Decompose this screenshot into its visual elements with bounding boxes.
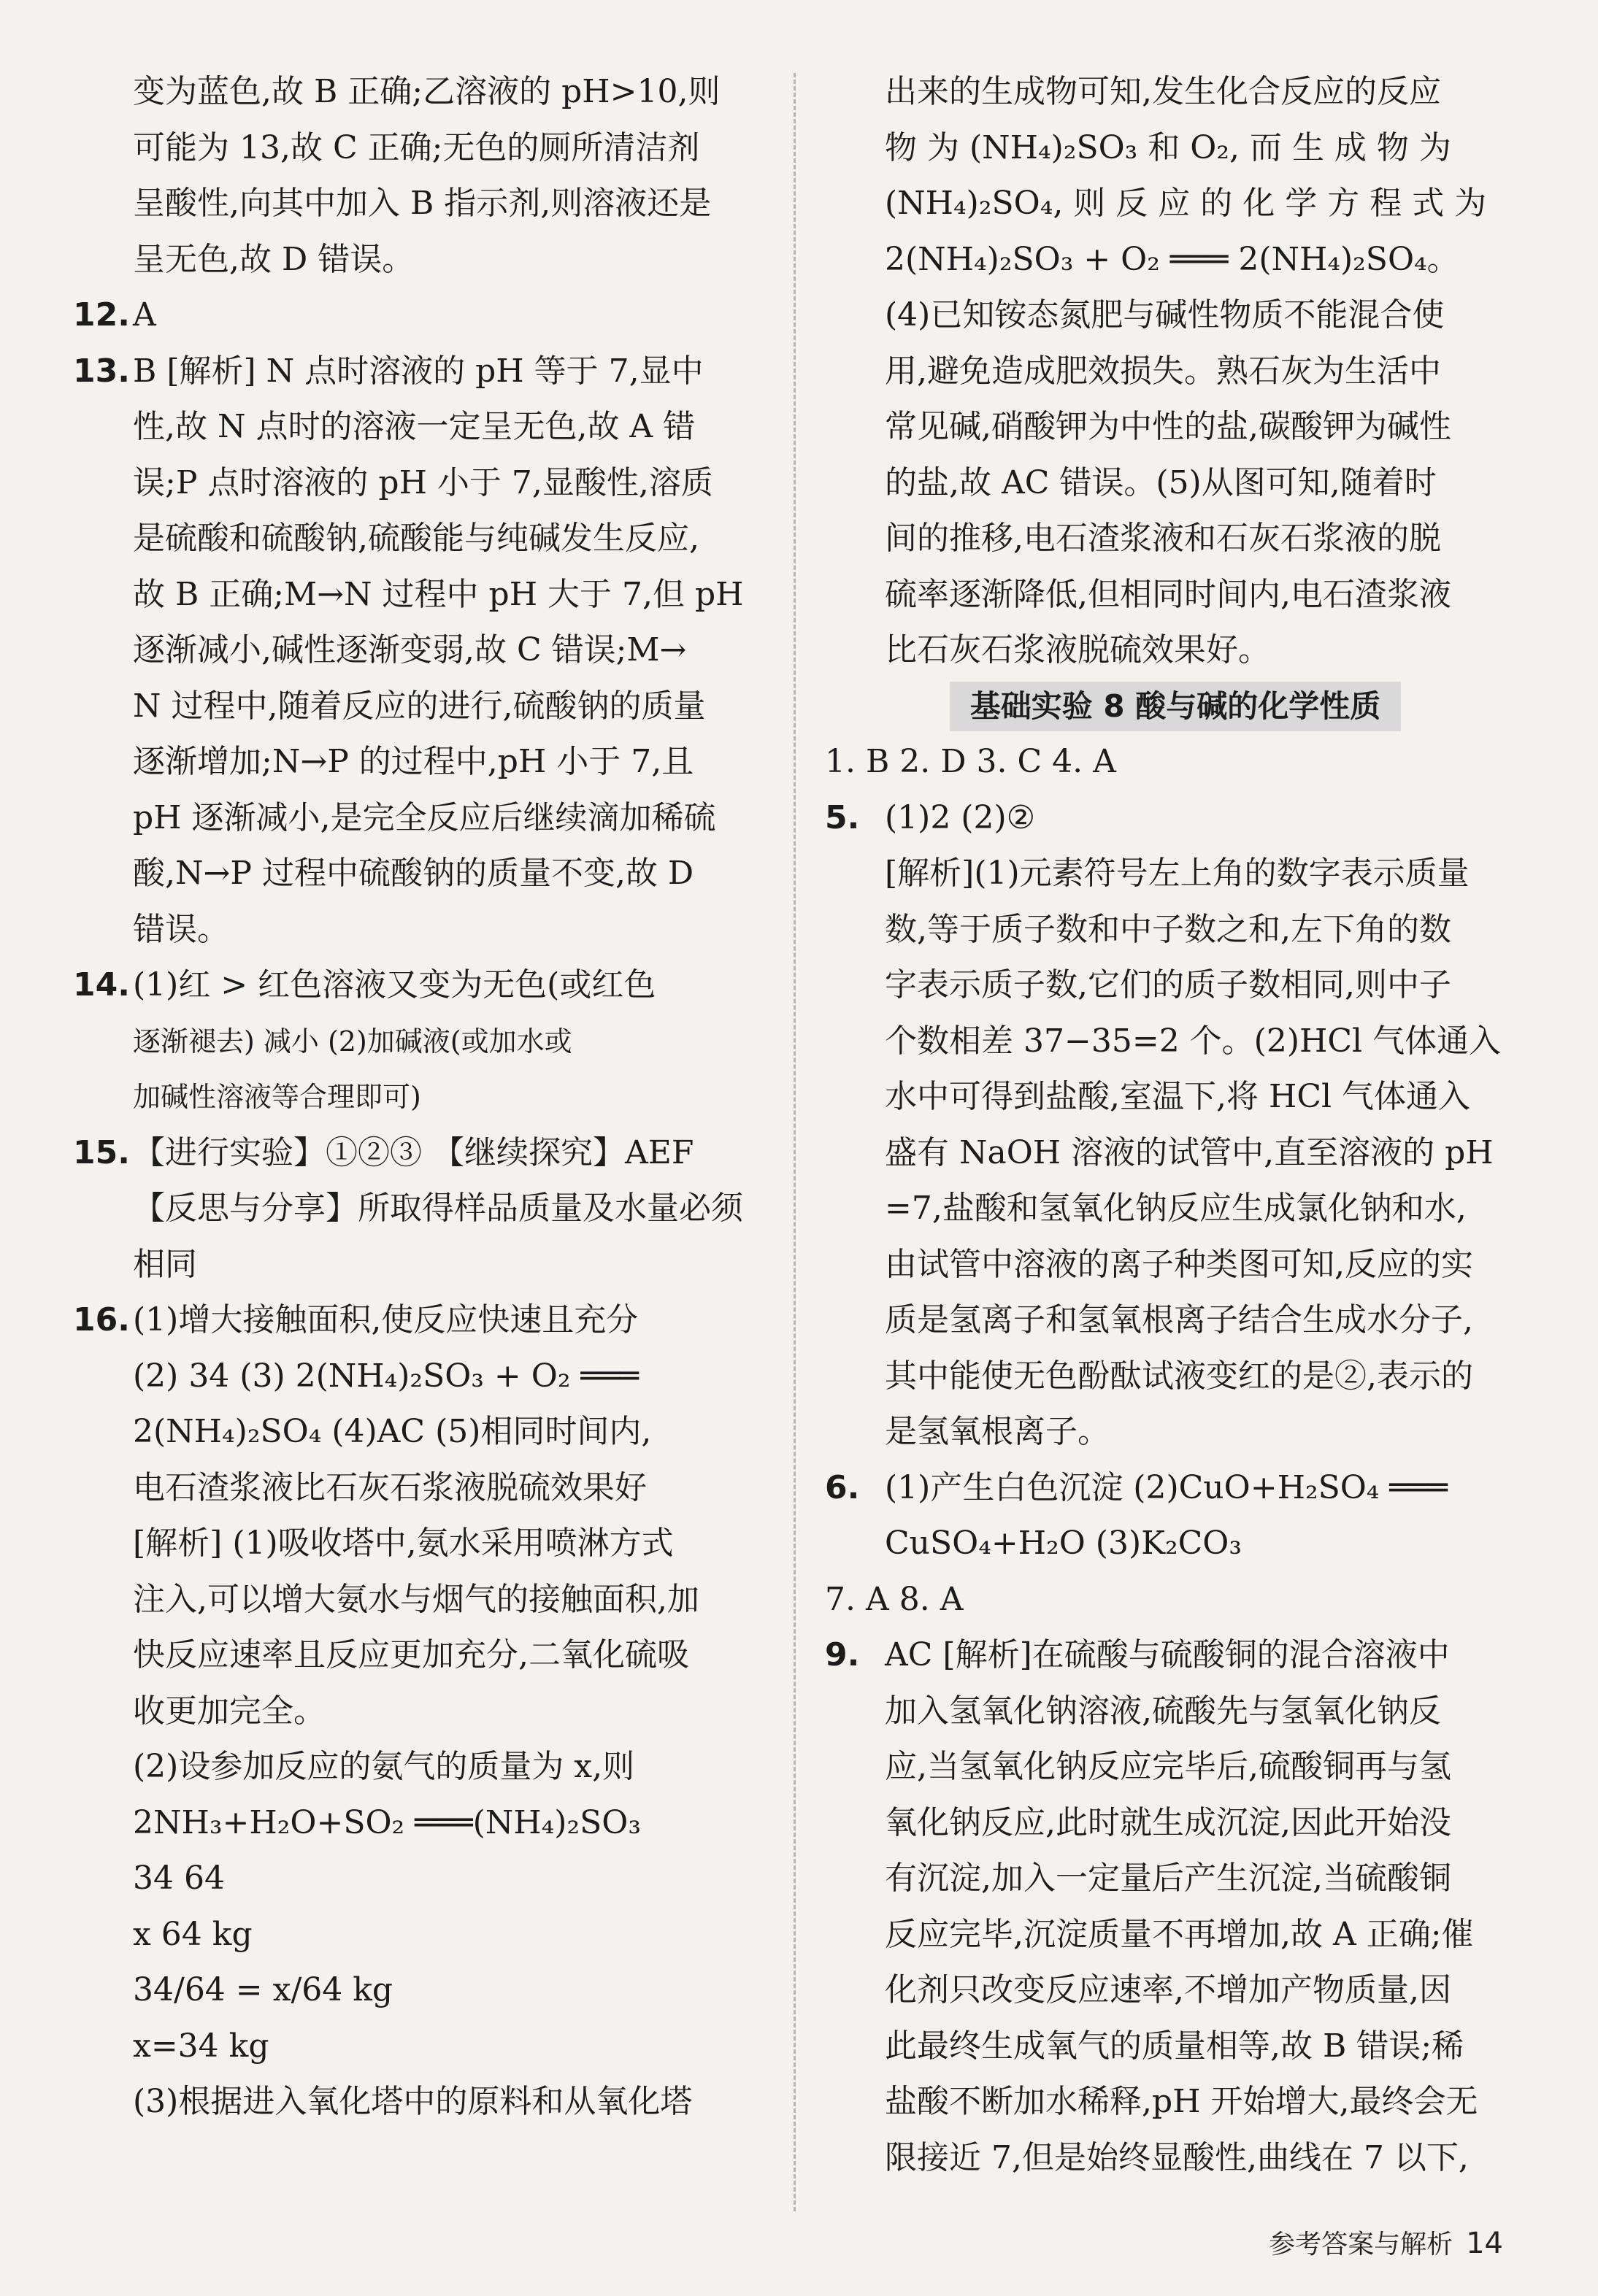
- text-line: [825, 567, 1526, 623]
- line-text: 反应完毕,沉淀质量不再增加,故 A 正确;催: [885, 1915, 1474, 1953]
- line-text: (NH₄)₂SO₄, 则 反 应 的 化 学 方 程 式 为: [885, 185, 1487, 222]
- line-text: (1)增大接触面积,使反应快速且充分: [133, 1301, 639, 1338]
- right-column: [825, 64, 1526, 2186]
- text-line: [825, 2074, 1526, 2130]
- text-line: [825, 1460, 1526, 1517]
- line-text: (4)已知铵态氮肥与碱性物质不能混合使: [885, 296, 1445, 334]
- line-text: 2NH₃+H₂O+SO₂ ═══(NH₄)₂SO₃: [133, 1803, 641, 1841]
- text-line: [73, 1572, 774, 1628]
- line-text: 限接近 7,但是始终显酸性,曲线在 7 以下,: [885, 2138, 1469, 2176]
- line-text: 常见碱,硝酸钾为中性的盐,碳酸钾为碱性: [885, 408, 1451, 445]
- text-line: [73, 846, 774, 902]
- line-text: 【进行实验】①②③ 【继续探究】AEF: [133, 1133, 694, 1171]
- line-text: 34/64 = x/64 kg: [133, 1971, 393, 2008]
- question-number: 5.: [825, 798, 860, 836]
- text-line: [825, 1404, 1526, 1460]
- text-line: [73, 1907, 774, 1963]
- text-line: [73, 511, 774, 567]
- line-text: 有沉淀,加入一定量后产生沉淀,当硫酸铜: [885, 1860, 1451, 1897]
- line-text: (2)设参加反应的氨气的质量为 x,则: [133, 1748, 635, 1785]
- line-text: 是氢氧根离子。: [885, 1413, 1110, 1450]
- text-line: [825, 1684, 1526, 1740]
- question-number: 15.: [73, 1133, 130, 1171]
- line-text: 1. B 2. D 3. C 4. A: [825, 743, 1116, 780]
- line-text: 快反应速率且反应更加充分,二氧化硫吸: [133, 1636, 689, 1673]
- text-line: [825, 790, 1526, 847]
- line-text: 【反思与分享】所取得样品质量及水量必须: [133, 1190, 743, 1227]
- line-text: 逐渐减小,碱性逐渐变弱,故 C 错误;M→: [133, 631, 687, 669]
- line-text: 应,当氢氧化钠反应完毕后,硫酸铜再与氢: [885, 1748, 1451, 1785]
- line-text: 性,故 N 点时的溶液一定呈无色,故 A 错: [133, 408, 696, 445]
- text-line: [825, 902, 1526, 958]
- text-line: [73, 1237, 774, 1293]
- text-line: [825, 1014, 1526, 1070]
- line-text: x 64 kg: [133, 1915, 253, 1953]
- text-line: [825, 1572, 1526, 1628]
- line-text: (2) 34 (3) 2(NH₄)₂SO₃ + O₂ ═══: [133, 1357, 639, 1395]
- text-line: [825, 455, 1526, 512]
- text-line: [825, 344, 1526, 400]
- text-line: [825, 1851, 1526, 1907]
- line-text: 质是氢离子和氢氧根离子结合生成水分子,: [885, 1301, 1473, 1338]
- line-text: (3)根据进入氧化塔中的原料和从氧化塔: [133, 2083, 693, 2120]
- line-text: [解析](1)元素符号左上角的数字表示质量: [885, 855, 1470, 892]
- line-text: 逐渐增加;N→P 的过程中,pH 小于 7,且: [133, 743, 694, 780]
- footer-label: 参考答案与解析: [1269, 2230, 1453, 2260]
- line-text: A: [133, 296, 156, 334]
- line-text: (1)产生白色沉淀 (2)CuO+H₂SO₄ ═══: [885, 1468, 1448, 1506]
- line-text: 水中可得到盐酸,室温下,将 HCl 气体通入: [885, 1078, 1471, 1115]
- text-line: [825, 958, 1526, 1014]
- line-text: 电石渣浆液比石灰石浆液脱硫效果好: [133, 1468, 647, 1506]
- text-line: [825, 511, 1526, 567]
- text-line: [73, 1125, 774, 1182]
- text-line: [825, 1962, 1526, 2019]
- text-line: [825, 399, 1526, 455]
- line-text: 2(NH₄)₂SO₃ + O₂ ═══ 2(NH₄)₂SO₄。: [885, 240, 1459, 278]
- text-line: [73, 120, 774, 177]
- text-line: [73, 399, 774, 455]
- line-text: 误;P 点时溶液的 pH 小于 7,显酸性,溶质: [133, 463, 713, 501]
- line-text: AC [解析]在硫酸与硫酸铜的混合溶液中: [885, 1636, 1450, 1673]
- line-text: 个数相差 37−35=2 个。(2)HCl 气体通入: [885, 1022, 1502, 1060]
- text-line: [825, 120, 1526, 177]
- line-text: 故 B 正确;M→N 过程中 pH 大于 7,但 pH: [133, 575, 744, 613]
- text-line: [825, 288, 1526, 344]
- question-number: 14.: [73, 966, 130, 1003]
- text-line: [825, 1349, 1526, 1405]
- text-line: [825, 2019, 1526, 2075]
- line-text: 比石灰石浆液脱硫效果好。: [885, 631, 1270, 669]
- line-text: 物 为 (NH₄)₂SO₃ 和 O₂, 而 生 成 物 为: [885, 128, 1451, 166]
- text-line: [73, 344, 774, 400]
- text-line: [73, 1293, 774, 1349]
- text-line: [73, 1460, 774, 1517]
- line-text: 收更加完全。: [133, 1692, 326, 1730]
- line-text: 数,等于质子数和中子数之和,左下角的数: [885, 910, 1451, 948]
- text-line: [825, 1181, 1526, 1237]
- line-text: 用,避免造成肥效损失。熟石灰为生活中: [885, 352, 1441, 390]
- text-line: [825, 232, 1526, 288]
- text-line: [825, 623, 1526, 679]
- text-line: [73, 1014, 774, 1070]
- line-text: 氧化钠反应,此时就生成沉淀,因此开始没: [885, 1803, 1451, 1841]
- text-line: [825, 1125, 1526, 1182]
- text-line: [825, 1739, 1526, 1795]
- text-line: [825, 64, 1526, 120]
- text-line: [73, 2074, 774, 2130]
- text-line: [73, 902, 774, 958]
- text-line: [73, 1795, 774, 1852]
- line-text: 加入氢氧化钠溶液,硫酸先与氢氧化钠反: [885, 1692, 1441, 1730]
- text-line: [825, 1907, 1526, 1963]
- text-line: [825, 734, 1526, 790]
- line-text: =7,盐酸和氢氧化钠反应生成氯化钠和水,: [885, 1190, 1467, 1227]
- line-text: 的盐,故 AC 错误。(5)从图可知,随着时: [885, 463, 1437, 501]
- line-text: 化剂只改变反应速率,不增加产物质量,因: [885, 1971, 1451, 2008]
- text-line: [825, 1069, 1526, 1125]
- line-text: 呈酸性,向其中加入 B 指示剂,则溶液还是: [133, 185, 712, 222]
- text-line: [73, 790, 774, 847]
- text-line: [73, 64, 774, 120]
- section-heading: [825, 679, 1526, 735]
- line-text: 可能为 13,故 C 正确;无色的厕所清洁剂: [133, 128, 700, 166]
- text-line: [73, 1962, 774, 2019]
- column-divider: [794, 73, 796, 2211]
- text-line: [825, 846, 1526, 902]
- line-text: 盐酸不断加水稀释,pH 开始增大,最终会无: [885, 2083, 1478, 2120]
- line-text: 2(NH₄)₂SO₄ (4)AC (5)相同时间内,: [133, 1413, 652, 1450]
- text-line: [73, 1349, 774, 1405]
- line-text: pH 逐渐减小,是完全反应后继续滴加稀硫: [133, 798, 716, 836]
- page-number: 14: [1466, 2227, 1503, 2260]
- line-text: 此最终生成氧气的质量相等,故 B 错误;稀: [885, 2027, 1464, 2065]
- text-line: [73, 679, 774, 735]
- line-text: 加碱性溶液等合理即可): [133, 1081, 421, 1113]
- line-text: 硫率逐渐降低,但相同时间内,电石渣浆液: [885, 575, 1451, 613]
- text-line: [73, 1684, 774, 1740]
- question-number: 16.: [73, 1301, 130, 1338]
- text-line: [825, 2130, 1526, 2187]
- line-text: 盛有 NaOH 溶液的试管中,直至溶液的 pH: [885, 1133, 1494, 1171]
- text-line: [73, 623, 774, 679]
- text-line: [73, 958, 774, 1014]
- text-line: [73, 1851, 774, 1907]
- question-number: 9.: [825, 1636, 860, 1673]
- line-text: 是硫酸和硫酸钠,硫酸能与纯碱发生反应,: [133, 520, 699, 557]
- line-text: 字表示质子数,它们的质子数相同,则中子: [885, 966, 1451, 1003]
- line-text: N 过程中,随着反应的进行,硫酸钠的质量: [133, 687, 706, 725]
- question-number: 13.: [73, 352, 130, 390]
- text-line: [825, 1795, 1526, 1852]
- question-number: 6.: [825, 1468, 860, 1506]
- text-line: [73, 734, 774, 790]
- text-line: [73, 1181, 774, 1237]
- question-number: 12.: [73, 296, 130, 334]
- text-line: [73, 176, 774, 232]
- text-line: [825, 1293, 1526, 1349]
- text-line: [73, 2019, 774, 2075]
- line-text: x=34 kg: [133, 2027, 269, 2065]
- line-text: 注入,可以增大氨水与烟气的接触面积,加: [133, 1580, 699, 1618]
- line-text: B [解析] N 点时溶液的 pH 等于 7,显中: [133, 352, 704, 390]
- text-line: [73, 1739, 774, 1795]
- line-text: 逐渐褪去) 减小 (2)加碱液(或加水或: [133, 1025, 572, 1058]
- line-text: 相同: [133, 1245, 197, 1283]
- text-line: [825, 1516, 1526, 1572]
- line-text: (1)红 > 红色溶液又变为无色(或红色: [133, 966, 656, 1003]
- text-line: [73, 1627, 774, 1684]
- text-line: [73, 232, 774, 288]
- text-line: [73, 288, 774, 344]
- line-text: (1)2 (2)②: [885, 798, 1036, 836]
- text-line: [825, 1237, 1526, 1293]
- line-text: 呈无色,故 D 错误。: [133, 240, 415, 278]
- line-text: 出来的生成物可知,发生化合反应的反应: [885, 73, 1441, 110]
- line-text: 间的推移,电石渣浆液和石灰石浆液的脱: [885, 520, 1441, 557]
- line-text: 由试管中溶液的离子种类图可知,反应的实: [885, 1245, 1473, 1283]
- line-text: 其中能使无色酚酞试液变红的是②,表示的: [885, 1357, 1473, 1395]
- text-line: [825, 176, 1526, 232]
- line-text: 错误。: [133, 910, 229, 948]
- line-text: 7. A 8. A: [825, 1580, 964, 1618]
- text-line: [73, 455, 774, 512]
- line-text: 变为蓝色,故 B 正确;乙溶液的 pH>10,则: [133, 73, 721, 110]
- line-text: [解析] (1)吸收塔中,氨水采用喷淋方式: [133, 1525, 674, 1562]
- text-line: [825, 1627, 1526, 1684]
- section-heading-text: 基础实验 8 酸与碱的化学性质: [950, 682, 1401, 731]
- text-line: [73, 1404, 774, 1460]
- text-line: [73, 1516, 774, 1572]
- text-line: [73, 567, 774, 623]
- page-footer: [1269, 2224, 1503, 2261]
- line-text: 34 64: [133, 1860, 225, 1897]
- line-text: CuSO₄+H₂O (3)K₂CO₃: [885, 1525, 1242, 1562]
- line-text: 酸,N→P 过程中硫酸钠的质量不变,故 D: [133, 855, 694, 892]
- text-line: [73, 1069, 774, 1125]
- left-column: [73, 64, 774, 2130]
